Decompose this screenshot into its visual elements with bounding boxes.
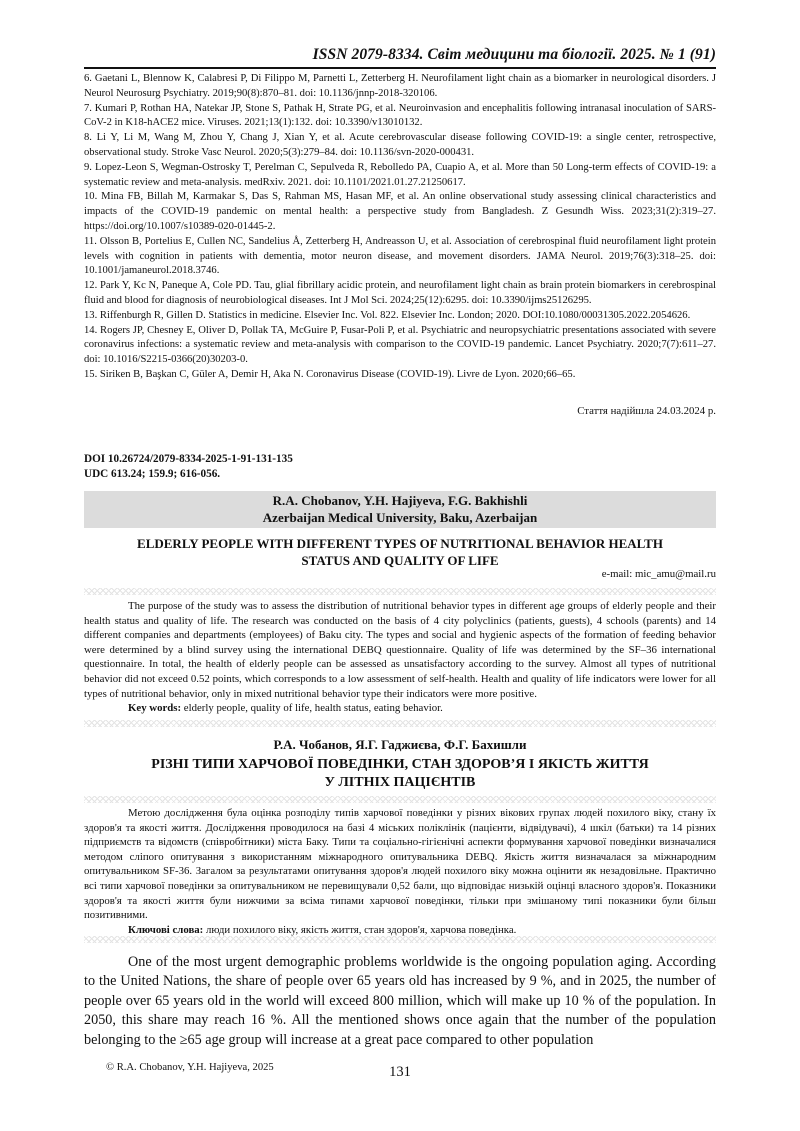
authors-ua: Р.А. Чобанов, Я.Г. Гаджиєва, Ф.Г. Бахишли: [273, 737, 527, 752]
article-title-en: [84, 535, 716, 569]
copyright-notice: © R.A. Chobanov, Y.H. Hajiyeva, 2025: [106, 1062, 274, 1073]
hatched-divider: [84, 588, 716, 595]
title-line: STATUS AND QUALITY OF LIFE: [301, 553, 499, 568]
page-number: 131: [389, 1064, 411, 1080]
body-paragraph: One of the most urgent demographic problems worldwide is the ongoing population aging. According to the United Nations, the share of people over 65 years old has increased by 9 %, and in 2025, the number of people over 65 years old in the world will exceed 800 million, which will make up 10 % of the population. In 2050, this share may reach 16 %. All the mentioned shows once again that the number of the population belonging to the ≥65 age group will increase at a great pace compared to other population: [84, 954, 716, 1048]
title-line: РІЗНІ ТИПИ ХАРЧОВОЇ ПОВЕДІНКИ, СТАН ЗДОРОВ’Я І ЯКІСТЬ ЖИТТЯ: [151, 757, 649, 772]
doi-label: DOI 10.26724/2079-8334-2025-1-91-131-135: [84, 453, 293, 465]
title-line: У ЛІТНІХ ПАЦІЄНТІВ: [324, 775, 476, 790]
abstract-en: [84, 599, 716, 716]
reference-item: 8. Li Y, Li M, Wang M, Zhou Y, Chang J, Xian Y, et al. Acute cerebrovascular disease following COVID-19: a single center, retrospective, observational study. Stroke Vasc Neurol. 2020;5(3):279–84. doi: 10.1136/svn-2020-000431.: [84, 132, 716, 158]
reference-item: 12. Park Y, Kc N, Paneque A, Cole PD. Tau, glial fibrillary acidic protein, and neurofilament light chain as brain protein biomarkers in cerebrospinal fluid and blood for diagnosis of neurobiological diseases. Int J Mol Sci. 2024;25(12):6295. doi: 10.3390/ijms25126295.: [84, 280, 716, 306]
author-affiliation-box: [84, 491, 716, 528]
reference-list: [84, 72, 716, 383]
reference-item: 9. Lopez-Leon S, Wegman-Ostrosky T, Perelman C, Sepulveda R, Rebolledo PA, Cuapio A, et al. More than 50 Long-term effects of COVID-19: a systematic review and meta-analysis. medRxiv. 2021. doi: 10.1101/2021.01.27.21250617.: [84, 161, 716, 188]
authors-en: R.A. Chobanov, Y.H. Hajiyeva, F.G. Bakhishli: [272, 493, 528, 508]
reference-item: 6. Gaetani L, Blennow K, Calabresi P, Di Filippo M, Parnetti L, Zetterberg H. Neurofilament light chain as a biomarker in neurological disorders. J Neurol Neurosurg Psychiatry. 2019;90(8):870–81. doi: 10.1136/jnnp-2018-320106.: [84, 73, 716, 99]
udc-label: UDC 613.24; 159.9; 616-056.: [84, 468, 221, 480]
reference-item: 11. Olsson B, Portelius E, Cullen NC, Sandelius Å, Zetterberg H, Andreasson U, et al. Association of cerebrospinal fluid neurofilament light protein levels with cognition in patients with dementia, motor neuron disease, and movement disorders. JAMA Neurol. 2019;76(3):318–25. doi: 10.1001/jamaneurol.2018.3746.: [84, 235, 716, 277]
reference-item: 10. Mina FB, Billah M, Karmakar S, Das S, Rahman MS, Hasan MF, et al. An online observational study assessing clinical characteristics and impacts of the COVID-19 pandemic on mental health: a perspective study from Bangladesh. Z Gesundh Wiss. 2023;31(2):319–27. https://doi.org/10.1007/s10389-020-01445-2.: [84, 191, 716, 232]
keywords-label: Key words:: [128, 702, 182, 715]
reference-item: 15. Siriken B, Başkan C, Güler A, Demir H, Aka N. Coronavirus Disease (COVID-19). Livre de Lyon. 2020;66–65.: [84, 368, 576, 380]
abstract-text: The purpose of the study was to assess the distribution of nutritional behavior types in different age groups of elderly people and their health status and quality of life. The research was conducted on the basis of 4 city polyclinics (patients, guests), 4 schools (parents) and 14 different companies and departments (employees) of Baku city. The types and social and hygienic aspects of the formation of feeding behavior were determined by a blind survey using the international DEBQ questionnaire. Quality of life was determined by the SF–36 international questionnaire. In total, the health of elderly people can be assessed as unsatisfactory according to the survey. Almost all types of nutritional behavior did not exceed 0.52 points, which corresponds to a low assessment of self-health. Health and quality of life indicators were lower for all types of nutritional behavior, only in mixed nutritional behavior type their indicators were more positive.: [84, 600, 716, 700]
hatched-divider: [84, 936, 716, 943]
article-identifiers: [84, 452, 293, 482]
hatched-divider: [84, 720, 716, 727]
affiliation: Azerbaijan Medical University, Baku, Azerbaijan: [262, 510, 538, 525]
abstract-ua: [84, 806, 716, 937]
keywords-text: elderly people, quality of life, health status, eating behavior.: [181, 702, 443, 715]
main-body: [84, 953, 716, 1050]
reference-item: 7. Kumari P, Rothan HA, Natekar JP, Stone S, Pathak H, Strate PG, et al. Neuroinvasion and encephalitis following intranasal inoculation of SARS-CoV-2 in K18-hACE2 mice. Viruses. 2021;13(1):132. doi: 10.3390/v13010132.: [84, 102, 716, 129]
reference-item: 14. Rogers JP, Chesney E, Oliver D, Pollak TA, McGuire P, Fusar-Poli P, et al. Psychiatric and neuropsychiatric presentations associated with severe coronavirus infections: a systematic review and meta-analysis with comparison to the COVID-19 pandemic. Lancet Psychiatry. 2020;7(7):611–27. doi: 10.1016/S2215-0366(20)30203-0.: [84, 324, 716, 366]
running-head: ISSN 2079-8334. Світ медицини та біології. 2025. № 1 (91): [84, 46, 716, 69]
contact-email: e-mail: mic_amu@mail.ru: [601, 568, 716, 580]
keywords-en: [84, 701, 716, 716]
keywords-text: люди похилого віку, якість життя, стан здоров'я, харчова поведінка.: [203, 923, 517, 936]
article-title-ua: [84, 756, 716, 792]
title-line: ELDERLY PEOPLE WITH DIFFERENT TYPES OF NUTRITIONAL BEHAVIOR HEALTH: [137, 536, 663, 551]
reference-item: 13. Riffenburgh R, Gillen D. Statistics in medicine. Elsevier Inc. Vol. 822. Elsevier Inc. London; 2020. DOI:10.1080/00031305.2022.2054626.: [84, 309, 691, 321]
hatched-divider: [84, 796, 716, 803]
abstract-text: Метою дослідження була оцінка розподілу типів харчової поведінки у різних вікових групах людей похилого віку, стану їх здоров'я та якості життя. Дослідження проводилося на базі 4 міських поліклінік (пацієнти, відвідувачі), 4 шкіл (батьки) та 14 різних підприємств та відомств (співробітники) міста Баку. Типи та соціально-гігієнічні аспекти формування харчової поведінки визначалися методом сліпого опитування з використанням міжнародного опитувальника DEBQ. Якість життя визначалася за міжнародним опитувальником SF-36. Загалом за результатами опитування здоров'я людей похилого віку можна оцінити як незадовільне. Практично всі типи харчової поведінки за опитувальником не перевищували 0,52 бали, що відповідає низькій оцінці власного здоров'я. Показники здоров'я та якості життя були нижчими за всіма типами харчової поведінки, тільки при змішаному типі показники були більш позитивними.: [84, 807, 716, 922]
keywords-label: Ключові слова:: [128, 923, 204, 936]
received-date: Стаття надійшла 24.03.2024 р.: [577, 405, 716, 417]
